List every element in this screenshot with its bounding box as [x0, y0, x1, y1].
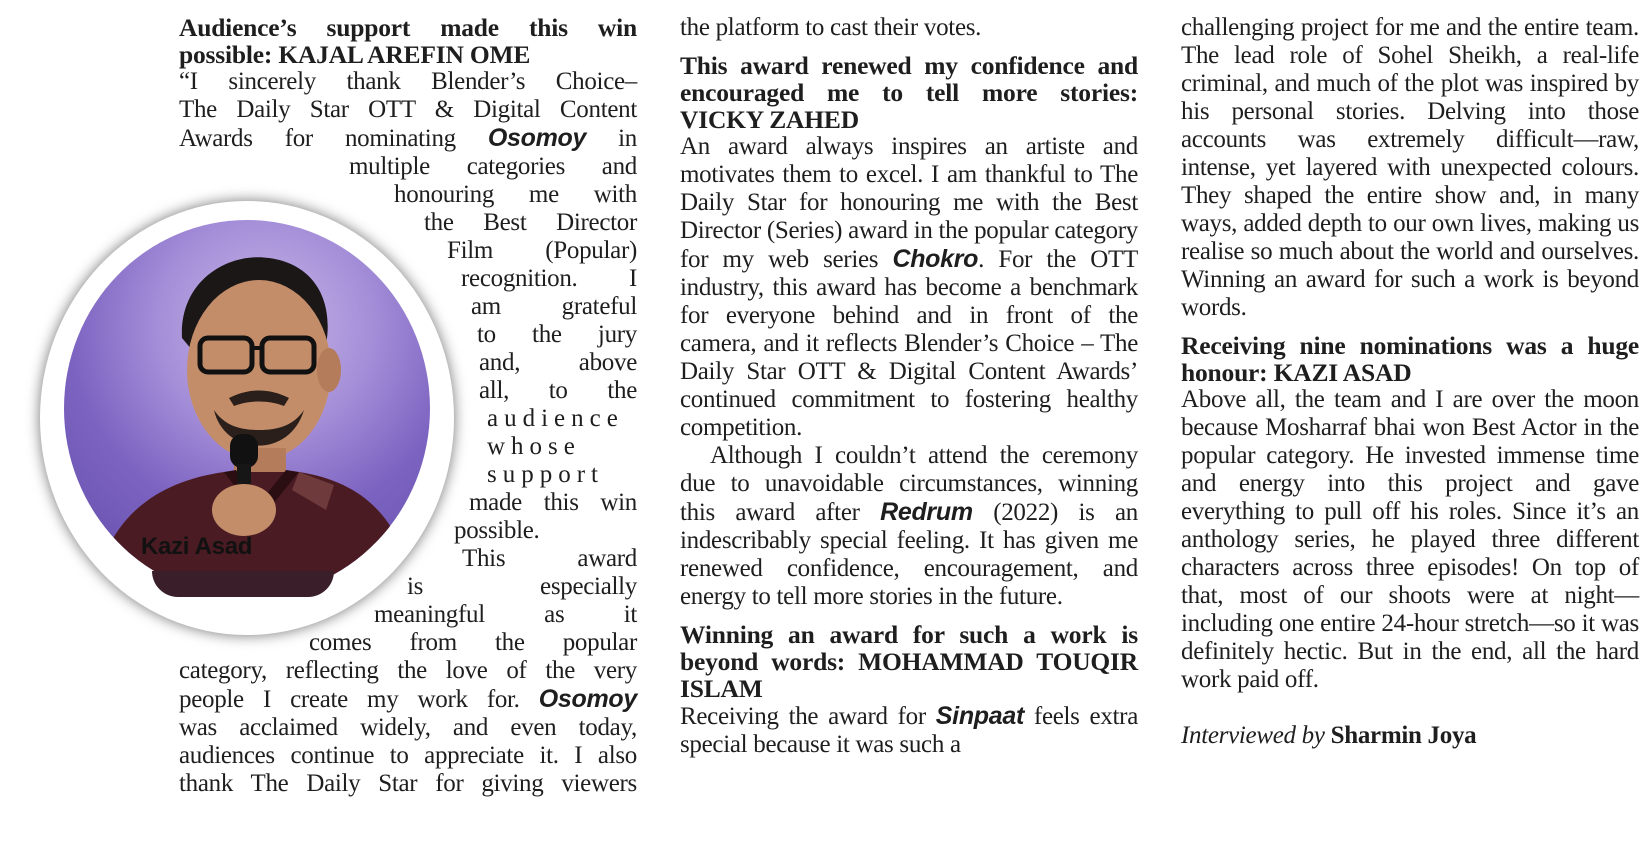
article-line: people I create my work for. Osomoy	[179, 685, 637, 713]
text-run: (2022) is an indescribably special feeling. It has given me renewed confidence, encouragement, and energy to tell more stories in the future.	[680, 499, 1138, 610]
article-line: audience	[487, 405, 624, 432]
portrait-photo-kazi-asad	[40, 201, 454, 635]
text-run: feels extra special because it was such a	[680, 703, 1138, 758]
article-line: “I sincerely thank Blender’s Choice–	[179, 68, 637, 95]
column-2	[680, 14, 1138, 759]
caption-band	[152, 571, 334, 597]
article-line: and, above	[479, 349, 637, 376]
article-line: recognition. I	[461, 265, 637, 292]
title-chokro: Chokro	[892, 245, 979, 273]
article-line: to the jury	[477, 321, 637, 348]
article-line: meaningful as it	[374, 601, 637, 628]
paragraph-touqir-1	[680, 702, 1138, 759]
title-osomoy: Osomoy	[538, 685, 637, 713]
title-osomoy: Osomoy	[487, 124, 587, 152]
text-run: Receiving the award for	[680, 703, 936, 730]
article-line: is especially	[407, 573, 637, 600]
column-3	[1181, 14, 1639, 750]
article-line: comes from the popular	[309, 629, 637, 656]
article-line: thank The Daily Star for giving viewers	[179, 770, 637, 797]
article-line: This award	[462, 545, 637, 572]
article-line: Film (Popular)	[447, 237, 637, 264]
article-line: the Best Director	[424, 209, 637, 236]
article-line: am grateful	[471, 293, 637, 320]
heading-kazi-asad: Receiving nine nominations was a huge honour: KAZI ASAD	[1181, 331, 1639, 387]
byline-name: Sharmin Joya	[1330, 722, 1477, 749]
title-redrum: Redrum	[880, 498, 973, 526]
article-line: audiences continue to appreciate it. I also	[179, 742, 637, 769]
article-line: honouring me with	[394, 181, 637, 208]
byline-prefix: Interviewed by	[1181, 722, 1325, 749]
paragraph-continued: the platform to cast their votes.	[680, 14, 982, 41]
article-line: The Daily Star OTT & Digital Content	[179, 96, 637, 123]
article-line: was acclaimed widely, and even today,	[179, 714, 637, 741]
text-run: Although I couldn’t attend the ceremony due to unavoidable circumstances, winning this award after	[680, 442, 1138, 526]
article-line: whose	[487, 433, 581, 460]
heading-vicky-zahed: This award renewed my confidence and encouraged me to tell more stories: VICKY ZAHED	[680, 51, 1138, 134]
article-line: all, to the	[479, 377, 637, 404]
heading-mohammad-touqir-islam: Winning an award for such a work is beyond words: MOHAMMAD TOUQIR ISLAM	[680, 620, 1138, 703]
paragraph-touqir-continued: challenging project for me and the entire team. The lead role of Sohel Sheikh, a real-life criminal, and much of the plot was inspired by his personal stories. Delving into those accounts was extremely difficult—raw, intense, yet layered with unexpected colours. They shaped the entire show and, in many ways, added depth to our own lives, making us realise so much about the world and ourselves. Winning an award for such a work is beyond words.	[1181, 14, 1639, 321]
article-line: multiple categories and	[349, 153, 637, 180]
text-run: An award always inspires an artiste and motivates them to excel. I am thankful to The Daily Star for honouring me with the Best Director (Series) award in the popular category for my web series	[680, 133, 1138, 273]
title-sinpaat: Sinpaat	[935, 702, 1024, 730]
photo-caption: Kazi Asad	[141, 533, 253, 560]
byline	[1181, 722, 1639, 750]
paragraph-kazi-asad: Above all, the team and I are over the moon because Mosharraf bhai won Best Actor in the popular category. He invested immense time and energy into this project and gave everything to pull off his roles. Since it’s an anthology series, he played three different characters across three episodes! On top of that, most of our shoots were at night—including one entire 24-hour stretch—so it was definitely hectic. But in the end, all the hard work paid off.	[1181, 386, 1639, 693]
paragraph-vicky-2	[680, 442, 1138, 611]
article-line: category, reflecting the love of the very	[179, 657, 637, 684]
article-line: support	[487, 461, 604, 488]
article-line: possible.	[454, 517, 540, 544]
article-line: made this win	[469, 489, 637, 516]
paragraph-vicky-1	[680, 133, 1138, 442]
heading-kajal-arefin-ome: Audience’s support made this win possible: KAJAL AREFIN OME	[179, 13, 637, 69]
text-run: . For the OTT industry, this award has become a benchmark for everyone behind and in front of the camera, and it reflects Blender’s Choice – The Daily Star OTT & Digital Content Awards’ continued commitment to fostering healthy competition.	[680, 246, 1139, 441]
article-line: Awards for nominating Osomoy in	[179, 124, 637, 152]
